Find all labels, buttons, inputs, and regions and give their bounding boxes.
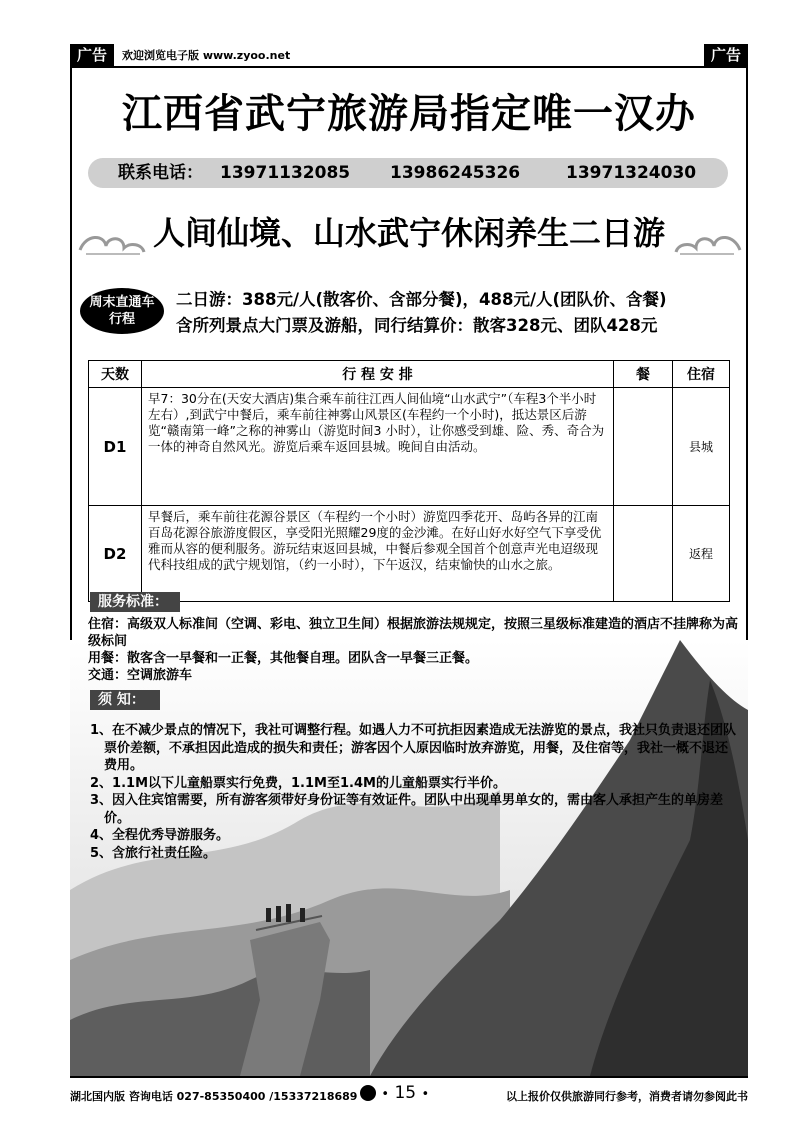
weekend-badge — [80, 288, 164, 334]
service-meal: 用餐：散客含一早餐和一正餐，其他餐自理。团队含一早餐三正餐。 — [88, 651, 479, 666]
meal-cell — [614, 388, 673, 506]
ad-label-right: 广告 — [704, 44, 748, 66]
page-number: 15 — [394, 1083, 417, 1103]
header-day: 天数 — [89, 361, 142, 388]
service-title: 服务标准： — [90, 592, 180, 612]
list-item: 1、在不减少景点的情况下，我社可调整行程。如遇人力不可抗拒因素造成无法游览的景点，我社只负责退还团队票价差额，不承担因此造成的损失和责任；游客因个人原因临时放弃游览，用餐，及住宿等，我社一概不退还费用。 — [90, 723, 737, 773]
day-cell: D2 — [89, 506, 142, 602]
price-line-1: 二日游：388元/人(散客价、含部分餐)，488元/人(团队价、含餐) — [176, 290, 667, 309]
notice-title: 须 知： — [90, 690, 160, 710]
list-item: 4、全程优秀导游服务。 — [90, 828, 230, 843]
subtitle: 人间仙境、山水武宁休闲养生二日游 — [152, 214, 665, 252]
badge-line-1: 周末直通车 — [89, 295, 155, 310]
stay-cell: 返程 — [673, 506, 730, 602]
header-meal: 餐 — [614, 361, 673, 388]
cloud-ornament-right-icon — [672, 228, 744, 258]
header-schedule: 行 程 安 排 — [142, 361, 614, 388]
contact-label: 联系电话： — [118, 163, 203, 183]
table-row — [89, 388, 730, 506]
header-stay: 住宿 — [673, 361, 730, 388]
list-item: 2、1.1M以下儿童船票实行免费，1.1M至1.4M的儿童船票实行半价。 — [90, 775, 506, 791]
ad-label-left: 广告 — [70, 44, 114, 66]
notice-list — [90, 722, 740, 862]
meal-cell — [614, 506, 673, 602]
phone-2: 13986245326 — [390, 163, 521, 183]
service-traffic: 交通：空调旅游车 — [88, 668, 193, 683]
table-header-row — [89, 361, 730, 388]
badge-line-2: 行程 — [108, 312, 135, 327]
footer-disclaimer: 以上报价仅供旅游同行参考，消费者请勿参阅此书 — [506, 1090, 748, 1103]
page-number-block: • 15 • — [360, 1083, 429, 1103]
headline: 江西省武宁旅游局指定唯一汉办 — [122, 91, 696, 137]
contact-bar — [88, 158, 728, 188]
list-item: 3、因入住宾馆需要，所有游客须带好身份证等有效证件。团队中出现单男单女的，需由客人承担产生的单房差价。 — [90, 793, 724, 826]
price-line-2: 含所列景点大门票及游船，同行结算价：散客328元、团队428元 — [176, 316, 658, 335]
schedule-cell: 早7：30分在(天安大酒店)集合乘车前往江西人间仙境“山水武宁”（车程3个半小时左右）,到武宁中餐后，乘车前往神雾山风景区(车程约一个小时)，抵达景区后游览“赣南第一峰”之称的神雾山（游览时间3 小时），让你感受到雄、险、秀、奇合为一体的神奇自然风光。游览后乘车返回县城。晚间自由活动。 — [142, 388, 614, 506]
day-cell: D1 — [89, 388, 142, 506]
phone-3: 13971324030 — [566, 163, 697, 183]
list-item: 5、含旅行社责任险。 — [90, 845, 217, 861]
itinerary-table — [88, 360, 730, 602]
table-row — [89, 506, 730, 602]
page-emblem-icon — [360, 1085, 376, 1101]
stay-cell: 县城 — [673, 388, 730, 506]
welcome-text: 欢迎浏览电子版 www.zyoo.net — [122, 49, 291, 62]
service-stay: 住宿：高级双人标准间（空调、彩电、独立卫生间）根据旅游法规规定，按照三星级标准建造的酒店不挂牌称为高级标间 — [88, 617, 739, 649]
footer-contact: 湖北国内版 咨询电话 027-85350400 /15337218689 — [70, 1090, 358, 1103]
phone-1: 13971132085 — [220, 163, 351, 183]
schedule-cell: 早餐后，乘车前往花源谷景区（车程约一个小时）游览四季花开、岛屿各异的江南百岛花源谷旅游度假区，享受阳光照耀29度的金沙滩。在好山好水好空气下享受优雅而从容的便利服务。游玩结束返回县城，中餐后参观全国首个创意声光电迢级现代科技组成的武宁规划馆，（约一小时），下午返汉，结束愉快的山水之旅。 — [142, 506, 614, 602]
